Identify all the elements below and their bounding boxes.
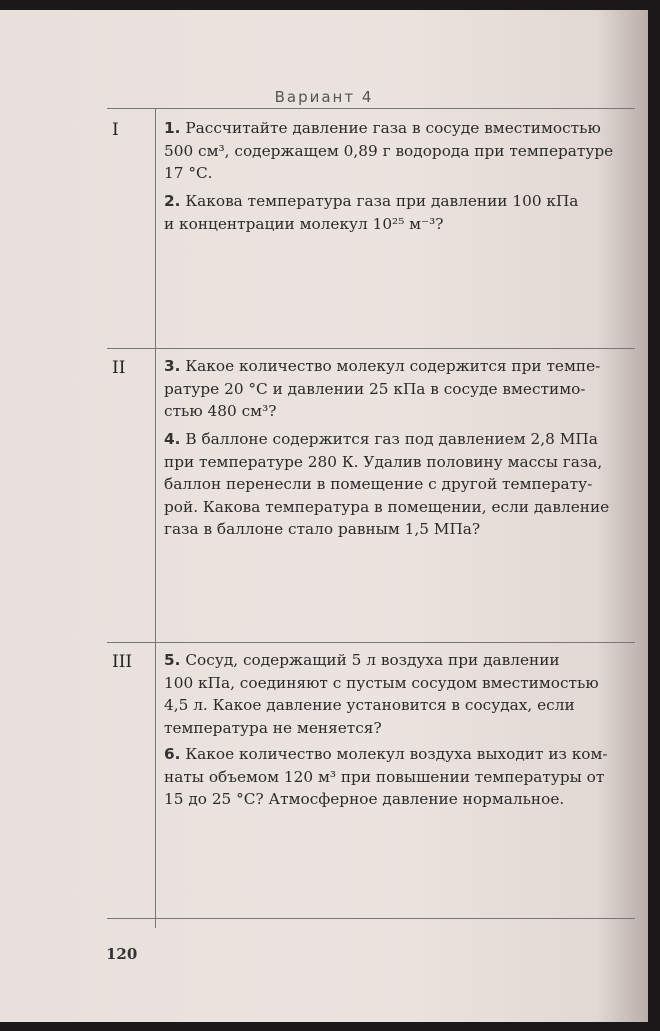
problem-number: 2. xyxy=(164,192,181,210)
problem-text: Какое количество молекул воздуха выходит из ком- наты объемом 120 м³ при повышении температуры от 15 до 25 °С? Атмосферное давление нормальное. xyxy=(164,745,608,808)
section-divider-1 xyxy=(107,348,635,349)
section-label-iii: III xyxy=(112,652,133,672)
page-number: 120 xyxy=(106,945,138,963)
problem-text: Рассчитайте давление газа в сосуде вместимостью 500 см³, содержащем 0,89 г водорода при температуре 17 °С. xyxy=(164,119,614,182)
problem-text: Сосуд, содержащий 5 л воздуха при давлении 100 кПа, соединяют с пустым сосудом вместимостью 4,5 л. Какое давление установится в сосудах, если температура не меняется? xyxy=(164,651,599,737)
problem-number: 5. xyxy=(164,651,181,669)
problem-3 xyxy=(164,355,626,423)
table-bottom-rule xyxy=(107,918,635,919)
section-label-i: I xyxy=(112,120,119,140)
table-top-rule xyxy=(107,108,635,109)
problem-6 xyxy=(164,743,626,811)
section-divider-2 xyxy=(107,642,635,643)
column-divider xyxy=(155,108,156,928)
problem-text: В баллоне содержится газ под давлением 2,8 МПа при температуре 280 К. Удалив половину массы газа, баллон перенесли в помещение с другой температу- рой. Какова температура в помещении, если давление газа в баллоне стало равным 1,5 МПа? xyxy=(164,430,610,538)
problem-number: 4. xyxy=(164,430,181,448)
problem-number: 6. xyxy=(164,745,181,763)
book-page xyxy=(0,10,648,1022)
section-label-ii: II xyxy=(112,358,126,378)
problem-text: Какое количество молекул содержится при темпе- ратуре 20 °С и давлении 25 кПа в сосуде вместимо- стью 480 см³? xyxy=(164,357,601,420)
variant-title: Вариант 4 xyxy=(274,88,374,106)
problem-number: 1. xyxy=(164,119,181,137)
problem-number: 3. xyxy=(164,357,181,375)
problem-2 xyxy=(164,190,626,235)
problem-text: Какова температура газа при давлении 100 кПа и концентрации молекул 10²⁵ м⁻³? xyxy=(164,192,579,233)
problem-1 xyxy=(164,117,626,185)
problem-5 xyxy=(164,649,626,739)
problem-4 xyxy=(164,428,626,541)
